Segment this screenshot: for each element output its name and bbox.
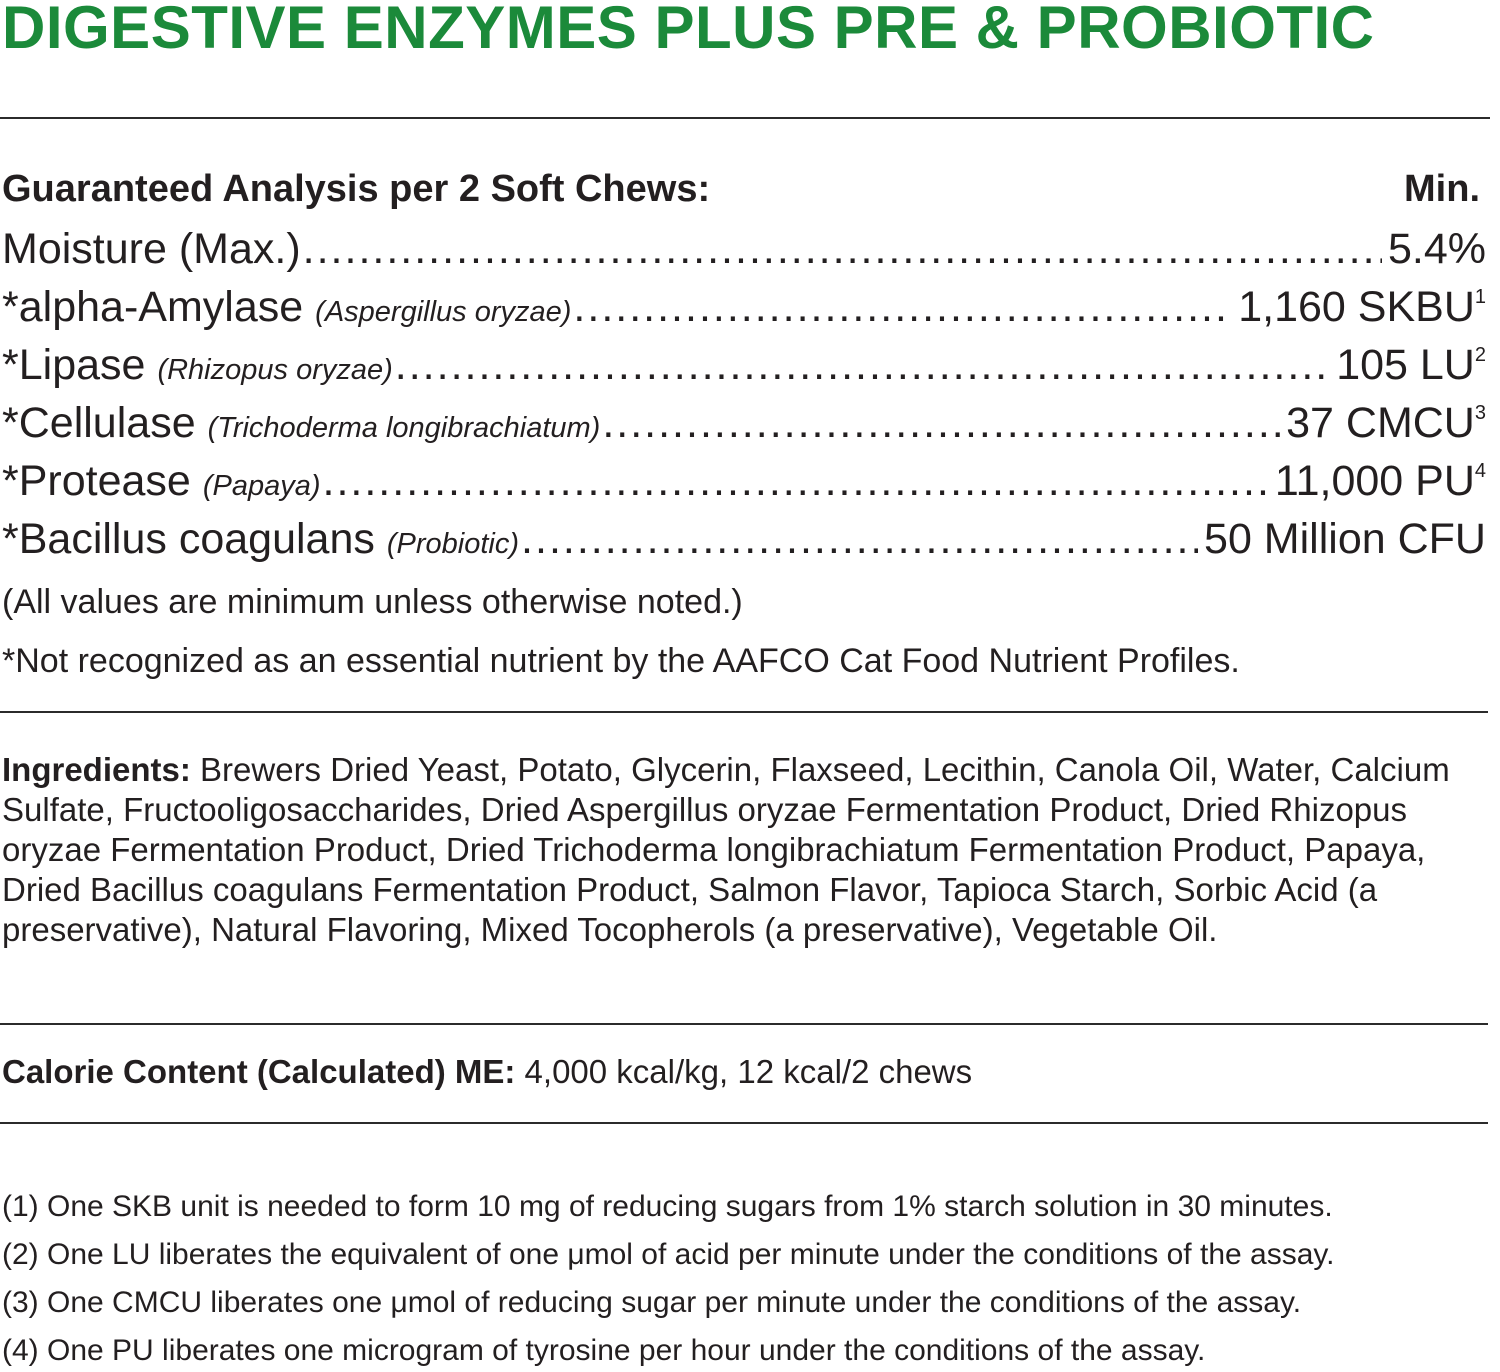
aafco-note: *Not recognized as an essential nutrient by the AAFCO Cat Food Nutrient Profiles. [2,642,1240,680]
calorie-block [2,1052,1498,1092]
divider [0,117,1490,119]
nutrient-name: *alpha-Amylase [2,283,304,331]
guaranteed-analysis-heading: Guaranteed Analysis per 2 Soft Chews: [2,168,711,210]
analysis-row [2,394,1486,452]
ingredients-block [2,750,1498,950]
nutrient-source: (Aspergillus oryzae) [315,296,572,328]
footnote: (4) One PU liberates one microgram of tyrosine per hour under the conditions of the assay. [2,1334,1206,1367]
footnote: (2) One LU liberates the equivalent of one μmol of acid per minute under the conditions of the assay. [2,1238,1335,1271]
nutrient-source: (Rhizopus oryzae) [157,354,393,386]
analysis-row [2,452,1486,510]
analysis-row [2,220,1486,278]
analysis-row [2,278,1486,336]
nutrient-name: *Lipase [2,341,146,389]
minimum-values-note: (All values are minimum unless otherwise noted.) [2,583,743,621]
dot-leader [303,220,1382,278]
divider [0,711,1488,713]
footnote: (3) One CMCU liberates one μmol of reducing sugar per minute under the conditions of the assay. [2,1286,1302,1319]
analysis-row [2,510,1486,568]
nutrient-value: 37 CMCU$^3$ [1286,399,1486,447]
product-title: DIGESTIVE ENZYMES PLUS PRE & PROBIOTIC [2,0,1375,61]
nutrient-value: 5.4% [1387,225,1486,273]
dot-leader [395,336,1330,394]
nutrient-source: (Probiotic) [386,528,520,560]
divider [0,1122,1488,1124]
nutrient-value: 1,160 SKBU$^1$ [1238,283,1486,331]
footnote: (1) One SKB unit is needed to form 10 mg of reducing sugars from 1% starch solution in 30 minutes. [2,1190,1333,1223]
calorie-text: 4,000 kcal/kg, 12 kcal/2 chews [524,1053,973,1090]
nutrient-value: 105 $LU^2$ [1336,341,1486,389]
calorie-label: Calorie Content (Calculated) ME: [2,1053,516,1090]
nutrient-name: *Cellulase [2,399,196,447]
divider [0,1023,1488,1025]
min-label: Min. [1404,168,1480,210]
footnote-ref: 3 [1474,402,1486,424]
dot-leader [573,278,1232,336]
nutrient-name: *Protease [2,457,191,505]
nutrient-name: *Bacillus coagulans [2,515,375,563]
dot-leader [521,510,1198,568]
footnote-ref: 4 [1474,460,1486,482]
nutrient-value: 11,000 $PU^4$ [1274,457,1486,505]
footnote-ref: 1 [1474,286,1486,308]
guaranteed-analysis-header [2,165,1480,213]
nutrient-source: (Trichoderma longibrachiatum) [207,412,601,444]
dot-leader [323,452,1269,510]
footnote-ref: 2 [1474,344,1486,366]
nutrient-name: Moisture (Max.) [2,225,301,273]
nutrient-value: 50 Million CFU [1204,515,1486,563]
nutrient-source: (Papaya) [202,470,321,502]
analysis-row [2,336,1486,394]
ingredients-text: Brewers Dried Yeast, Potato, Glycerin, Flaxseed, Lecithin, Canola Oil, Water, Calcium Sulfate, Fructooligosaccharides, Dried Aspergillus oryzae Fermentation Product, Dried Rhizopus oryzae Fermentation Product, Dried Trichoderma longibrachiatum Fermentation Product, Papaya, Dried Bacillus coagulans Fermentation Product, Salmon Flavor, Tapioca Starch, Sorbic Acid (a preservative), Natural Flavoring, Mixed Tocopherols (a preservative), Vegetable Oil. [2,751,1450,948]
ingredients-label: Ingredients: [2,751,191,788]
dot-leader [602,394,1280,452]
